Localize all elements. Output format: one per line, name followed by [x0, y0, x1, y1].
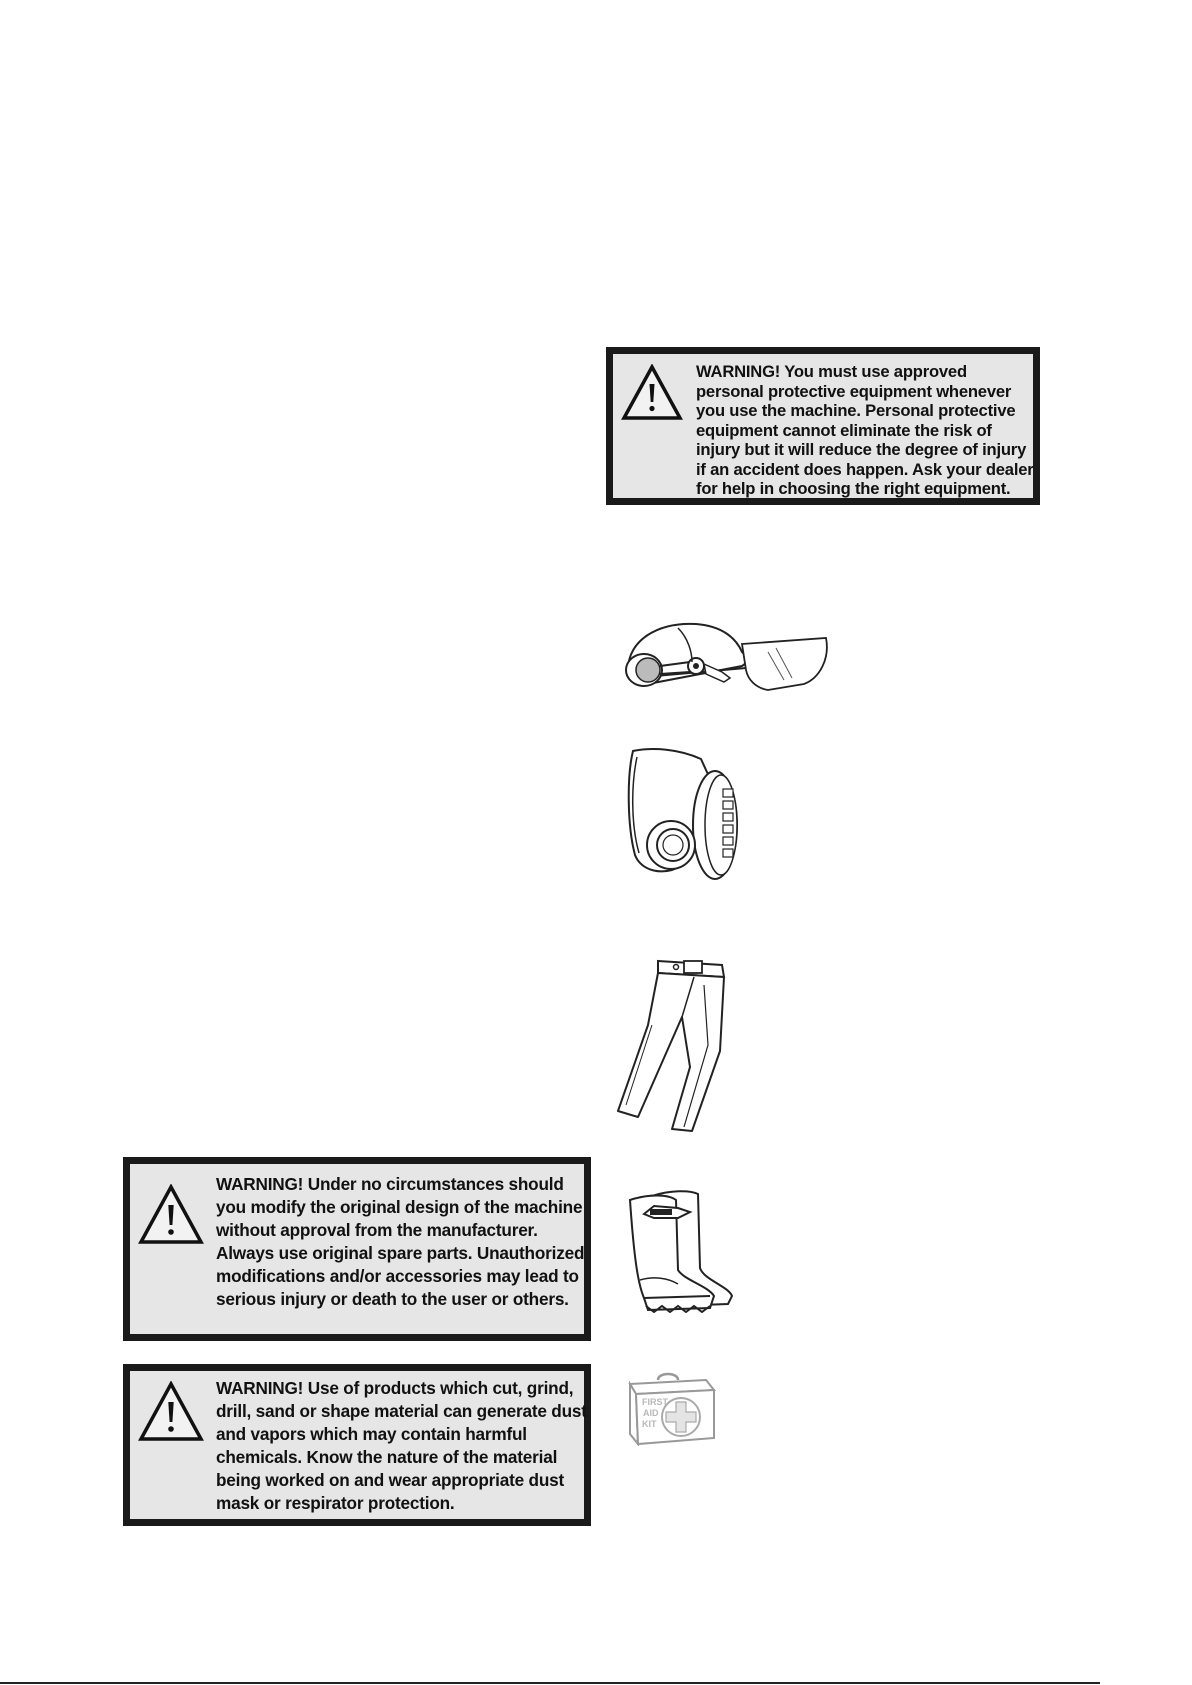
- first-aid-label-2: AID: [643, 1408, 659, 1418]
- warning-text-modify: WARNING! Under no circumstances should you modify the original design of the machine without approval from the manufacturer. Always use original spare parts. Unauthorized modifications and/or accessories may lead to serious injury or death to the user or others.: [216, 1174, 585, 1309]
- first-aid-label-3: KIT: [642, 1419, 657, 1429]
- page-bottom-rule: [0, 1682, 1100, 1684]
- warning-triangle-icon: [138, 1381, 204, 1443]
- trousers-icon: [612, 955, 742, 1140]
- warning-text-dust: WARNING! Use of products which cut, grind, drill, sand or shape material can generate dust and vapors which may contain harmful chemicals. Know the nature of the material being worked on and wear appropriate dust mask or respirator protection.: [216, 1378, 587, 1513]
- warning-text-ppe: WARNING! You must use approved personal protective equipment whenever you use the machine. Personal protective equipment cannot eliminate the risk of injury but it will reduce the degree of injury if an accident does happen. Ask your dealer for help in choosing the right equipment.: [696, 362, 1034, 498]
- respirator-icon: [623, 745, 753, 895]
- warning-triangle-icon: [138, 1184, 204, 1246]
- helmet-visor-icon: [618, 618, 833, 703]
- boots-icon: [624, 1188, 734, 1318]
- warning-box-dust: [123, 1364, 591, 1526]
- warning-triangle-icon: [621, 364, 683, 422]
- warning-box-ppe: [606, 347, 1040, 505]
- first-aid-label-1: FIRST: [642, 1397, 668, 1407]
- warning-box-modify: [123, 1157, 591, 1341]
- first-aid-kit-icon: [624, 1368, 716, 1451]
